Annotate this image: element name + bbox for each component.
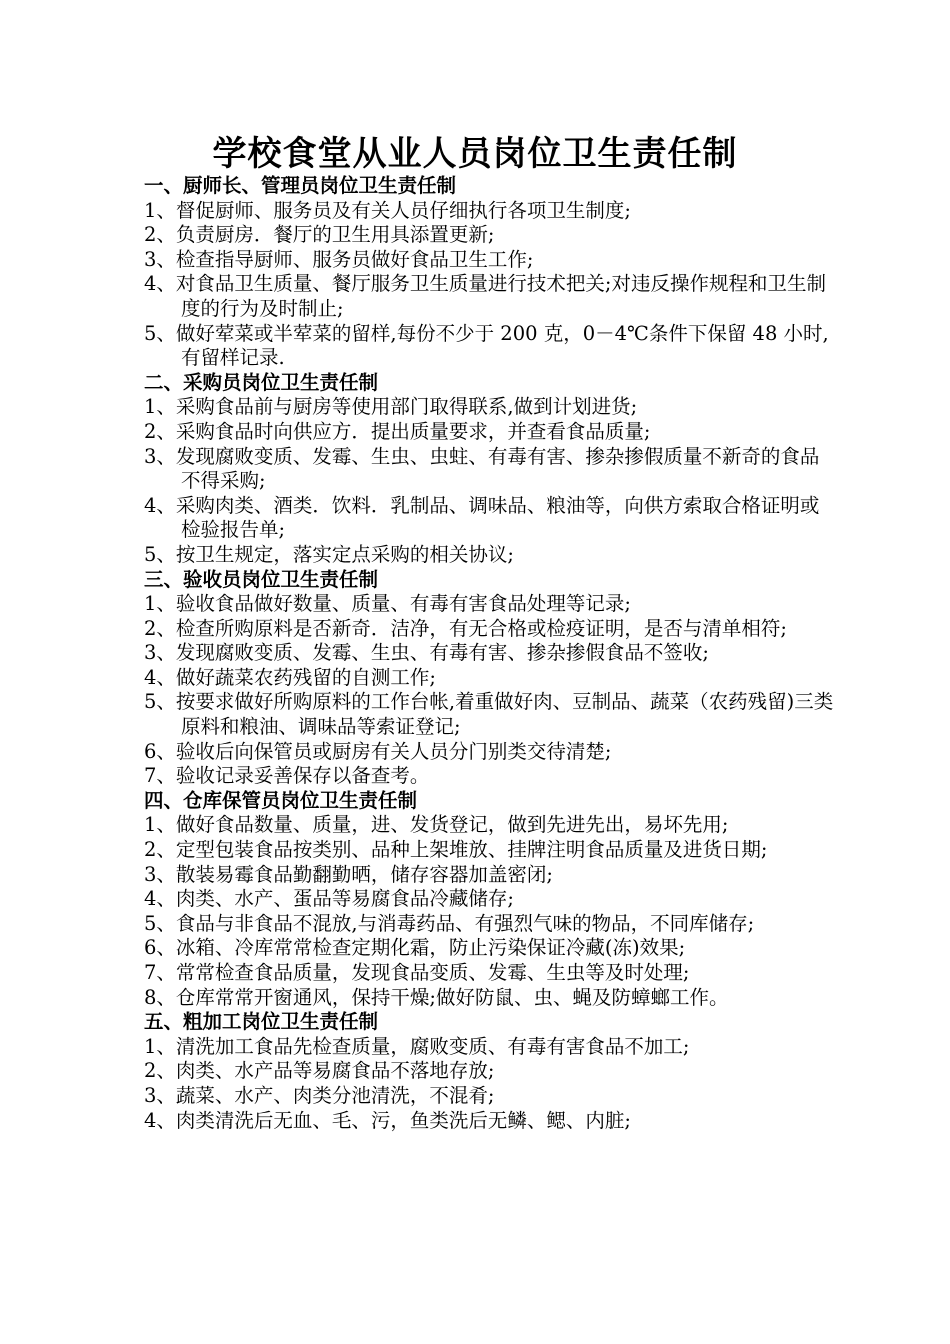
list-item: 4、做好蔬菜农药残留的自测工作; bbox=[144, 665, 436, 689]
section-heading: 四、仓库保管员岗位卫生责任制 bbox=[144, 788, 418, 812]
section-heading: 三、验收员岗位卫生责任制 bbox=[144, 567, 379, 591]
list-item: 2、肉类、水产品等易腐食品不落地存放; bbox=[144, 1059, 495, 1083]
list-item: 3、蔬菜、水产、肉类分池清洗，不混肴; bbox=[144, 1083, 495, 1107]
list-item: 6、冰箱、冷库常常检查定期化霜，防止污染保证冷藏(冻)效果; bbox=[144, 936, 686, 960]
list-item: 4、对食品卫生质量、餐厅服务卫生质量进行技术把关;对违反操作规程和卫生制度的行为及时制止; bbox=[144, 272, 826, 320]
list-item: 3、发现腐败变质、发霉、生虫、虫蛀、有毒有害、掺杂掺假质量不新奇的食品不得采购; bbox=[144, 444, 820, 493]
list-item: 8、仓库常常开窗通风，保持干燥;做好防鼠、虫、蝇及防蟑螂工作。 bbox=[144, 985, 729, 1009]
document-body bbox=[144, 174, 834, 1133]
list-item: 2、负责厨房．餐厅的卫生用具添置更新; bbox=[144, 223, 495, 247]
list-item: 7、常常检查食品质量，发现食品变质、发霉、生虫等及时处理; bbox=[144, 961, 690, 984]
list-item: 3、散装易霉食品勤翻勤晒，储存容器加盖密闭; bbox=[144, 862, 553, 886]
list-item: 4、肉类、水产、蛋品等易腐食品冷藏储存; bbox=[144, 887, 514, 911]
list-item: 2、检查所购原料是否新奇．洁净，有无合格或检疫证明，是否与清单相符; bbox=[144, 616, 787, 640]
section-heading: 五、粗加工岗位卫生责任制 bbox=[144, 1010, 379, 1034]
list-item: 1、采购食品前与厨房等使用部门取得联系,做到计划进货; bbox=[144, 395, 638, 419]
list-item: 2、定型包装食品按类别、品种上架堆放、挂牌注明食品质量及进货日期; bbox=[144, 838, 768, 862]
list-item: 1、督促厨师、服务员及有关人员仔细执行各项卫生制度; bbox=[144, 198, 631, 222]
list-item: 7、验收记录妥善保存以备查考。 bbox=[144, 764, 430, 788]
document-title: 学校食堂从业人员岗位卫生责任制 bbox=[212, 134, 738, 174]
list-item: 6、验收后向保管员或厨房有关人员分门别类交待清楚; bbox=[144, 739, 612, 763]
list-item: 1、验收食品做好数量、质量、有毒有害食品处理等记录; bbox=[144, 592, 631, 616]
list-item: 5、食品与非食品不混放,与消毒药品、有强烈气味的物品，不同库储存; bbox=[144, 911, 755, 935]
list-item: 4、肉类清洗后无血、毛、污，鱼类洗后无鳞、鳃、内脏; bbox=[144, 1108, 631, 1132]
list-item: 5、按卫生规定，落实定点采购的相关协议; bbox=[144, 542, 514, 566]
list-item: 4、采购肉类、酒类．饮料．乳制品、调味品、粮油等，向供方索取合格证明或检验报告单; bbox=[144, 493, 820, 542]
list-item: 5、做好荤菜或半荤菜的留样,每份不少于 200 克，0－4℃条件下保留 48 小时,有留样记录. bbox=[144, 321, 829, 370]
list-item: 3、发现腐败变质、发霉、生虫、有毒有害、掺杂掺假食品不签收; bbox=[144, 641, 709, 665]
list-item: 5、按要求做好所购原料的工作台帐,着重做好肉、豆制品、蔬菜（农药残留)三类原料和粮油、调味品等索证登记; bbox=[144, 690, 834, 739]
list-item: 2、采购食品时向供应方．提出质量要求，并查看食品质量; bbox=[144, 419, 651, 443]
section-heading: 一、厨师长、管理员岗位卫生责任制 bbox=[144, 174, 457, 197]
list-item: 1、清洗加工食品先检查质量，腐败变质、有毒有害食品不加工; bbox=[144, 1034, 690, 1058]
list-item: 3、检查指导厨师、服务员做好食品卫生工作; bbox=[144, 247, 534, 271]
section-heading: 二、采购员岗位卫生责任制 bbox=[144, 370, 379, 394]
list-item: 1、做好食品数量、质量，进、发货登记，做到先进先出，易坏先用; bbox=[144, 813, 729, 837]
